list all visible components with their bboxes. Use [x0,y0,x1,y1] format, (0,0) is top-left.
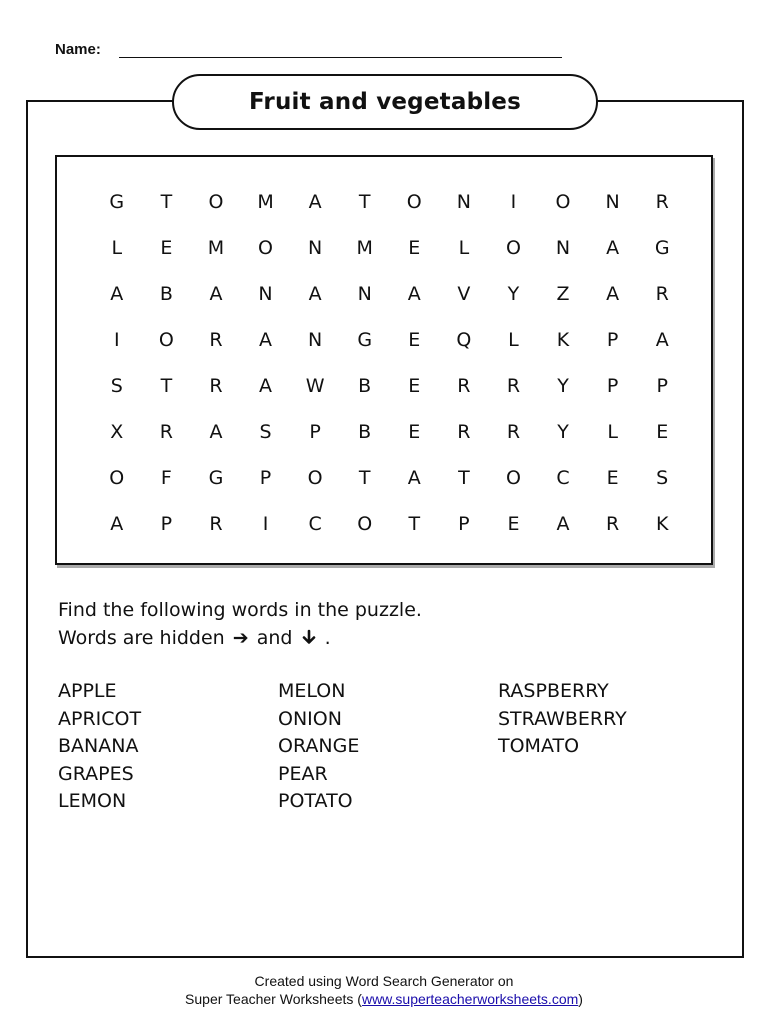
grid-cell[interactable]: B [159,283,173,305]
grid-cell[interactable]: E [408,421,421,443]
grid-cell[interactable]: L [607,421,618,443]
grid-cell[interactable]: T [358,191,371,213]
arrow-right-icon: ➔ [232,627,249,649]
grid-cell[interactable]: T [358,467,371,489]
grid-cell[interactable]: Z [556,283,570,305]
word-list-item: BANANA [58,735,139,757]
grid-cell[interactable]: A [259,375,273,397]
instructions-and-text: and [256,627,293,649]
grid-cell[interactable]: C [556,467,570,489]
grid-cell[interactable]: M [207,237,225,259]
grid-cell[interactable]: M [257,191,274,213]
instructions-line-1: Find the following words in the puzzle. [58,599,422,621]
footer [0,972,768,1008]
grid-cell[interactable]: G [654,237,670,259]
grid-cell[interactable]: A [209,283,223,305]
grid-cell[interactable]: R [506,421,521,443]
grid-cell[interactable]: O [406,191,422,213]
grid-cell[interactable]: P [606,375,619,397]
grid-cell[interactable]: N [258,283,273,305]
grid-cell[interactable]: T [160,191,173,213]
grid-cell[interactable]: X [110,421,124,443]
grid-cell[interactable]: N [308,329,323,351]
word-list-item: ONION [278,707,342,730]
grid-cell[interactable]: Q [456,329,472,351]
word-list-item: APRICOT [58,707,142,730]
page-title: Fruit and vegetables [248,89,521,115]
grid-cell[interactable]: A [110,283,124,305]
grid-cell[interactable]: E [656,421,669,443]
grid-cell[interactable]: L [508,329,519,351]
grid-cell[interactable]: E [606,467,619,489]
footer-site-name: Super Teacher Worksheets ( [185,991,362,1007]
grid-cell[interactable]: S [110,375,123,397]
word-list-item: TOMATO [498,735,580,757]
footer-close-paren: ) [578,991,583,1007]
name-field-row [55,38,565,62]
name-label: Name: [55,41,101,58]
grid-cell[interactable]: O [505,237,521,259]
grid-cell[interactable]: O [158,329,174,351]
word-list-column [278,678,359,816]
grid-cell[interactable]: E [408,329,421,351]
grid-cell[interactable]: I [113,329,120,351]
grid-cell[interactable]: O [307,467,323,489]
grid-cell[interactable]: T [408,513,421,535]
grid-cell[interactable]: R [655,191,669,213]
grid-cell[interactable]: O [109,467,125,489]
grid-cell[interactable]: A [308,191,322,213]
grid-cell[interactable]: O [505,467,521,489]
word-list-column [498,678,627,761]
grid-cell[interactable]: O [555,191,571,213]
instructions [58,596,422,652]
grid-cell[interactable]: W [305,375,325,397]
grid-cell[interactable]: C [308,513,322,535]
letter-grid [92,179,687,547]
title-banner [172,74,598,130]
word-list-item: GRAPES [58,762,134,785]
grid-cell[interactable]: R [209,375,223,397]
word-list-item: RASPBERRY [498,680,609,702]
grid-cell[interactable]: N [357,283,372,305]
instructions-period: . [324,627,331,649]
footer-line-1: Created using Word Search Generator on [254,973,514,989]
grid-cell[interactable]: A [308,283,322,305]
grid-cell[interactable]: N [456,191,471,213]
grid-cell[interactable]: R [209,513,223,535]
name-write-line[interactable] [119,57,562,58]
grid-cell[interactable]: V [457,283,471,305]
grid-cell[interactable]: A [407,283,421,305]
grid-cell[interactable]: R [209,329,223,351]
grid-cell[interactable]: R [457,375,471,397]
grid-cell[interactable]: G [208,467,224,489]
grid-cell[interactable]: P [259,467,272,489]
grid-cell[interactable]: M [356,237,373,259]
grid-cell[interactable]: I [510,191,517,213]
arrow-down-icon [301,624,317,652]
grid-cell[interactable]: R [457,421,471,443]
grid-cell[interactable]: S [656,467,669,489]
grid-cell[interactable]: E [408,237,421,259]
word-list [58,678,698,818]
grid-cell[interactable]: A [407,467,421,489]
grid-cell[interactable]: P [160,513,173,535]
grid-cell[interactable]: A [556,513,570,535]
grid-cell[interactable]: E [408,375,421,397]
grid-cell[interactable]: T [458,467,470,489]
word-list-item: STRAWBERRY [498,707,627,730]
grid-cell[interactable]: O [357,513,373,535]
grid-cell[interactable]: B [358,375,372,397]
instructions-line-2 [58,624,422,652]
grid-cell[interactable]: R [159,421,173,443]
word-list-item: POTATO [278,790,353,812]
grid-cell[interactable]: A [606,283,620,305]
footer-line-2 [0,990,768,1008]
grid-cell[interactable]: O [258,237,274,259]
grid-cell[interactable]: B [358,421,372,443]
word-search-puzzle [55,155,713,565]
grid-cell[interactable]: A [209,421,223,443]
word-list-item: LEMON [58,790,127,812]
grid-cell[interactable]: A [655,329,669,351]
instructions-hidden-text: Words are hidden [58,627,225,649]
grid-cell[interactable]: R [506,375,521,397]
grid-cell[interactable]: E [160,237,173,259]
grid-cell[interactable]: G [109,191,125,213]
footer-link[interactable]: www.superteacherworksheets.com [361,991,579,1007]
word-list-item: ORANGE [278,735,360,757]
grid-cell[interactable]: N [308,237,323,259]
grid-cell[interactable]: R [655,283,669,305]
grid-cell[interactable]: A [259,329,273,351]
word-list-item: MELON [278,680,346,702]
grid-cell[interactable]: N [605,191,620,213]
grid-cell[interactable]: K [556,329,570,351]
grid-cell[interactable]: E [507,513,520,535]
grid-cell[interactable]: P [656,375,668,397]
grid-cell[interactable]: Y [557,421,569,443]
grid-cell[interactable]: R [606,513,620,535]
grid-cell[interactable]: T [160,375,173,397]
grid-cell[interactable]: I [262,513,269,535]
grid-cell[interactable]: P [606,329,619,351]
grid-cell[interactable]: A [110,513,124,535]
grid-cell[interactable]: S [259,421,272,443]
grid-cell[interactable]: F [160,467,172,489]
word-list-column [58,678,141,816]
grid-cell[interactable]: Y [557,375,569,397]
grid-cell[interactable]: G [357,329,373,351]
word-list-item: PEAR [278,762,328,785]
grid-cell[interactable]: N [555,237,571,259]
grid-cell[interactable]: Y [507,283,520,305]
grid-cell[interactable]: L [111,237,123,259]
grid-cell[interactable]: P [458,513,470,535]
grid-cell[interactable]: A [606,237,620,259]
grid-cell[interactable]: L [458,237,470,259]
grid-cell[interactable]: O [208,191,224,213]
grid-cell[interactable]: K [655,513,669,535]
grid-cell[interactable]: P [309,421,321,443]
word-list-item: APPLE [58,680,117,702]
